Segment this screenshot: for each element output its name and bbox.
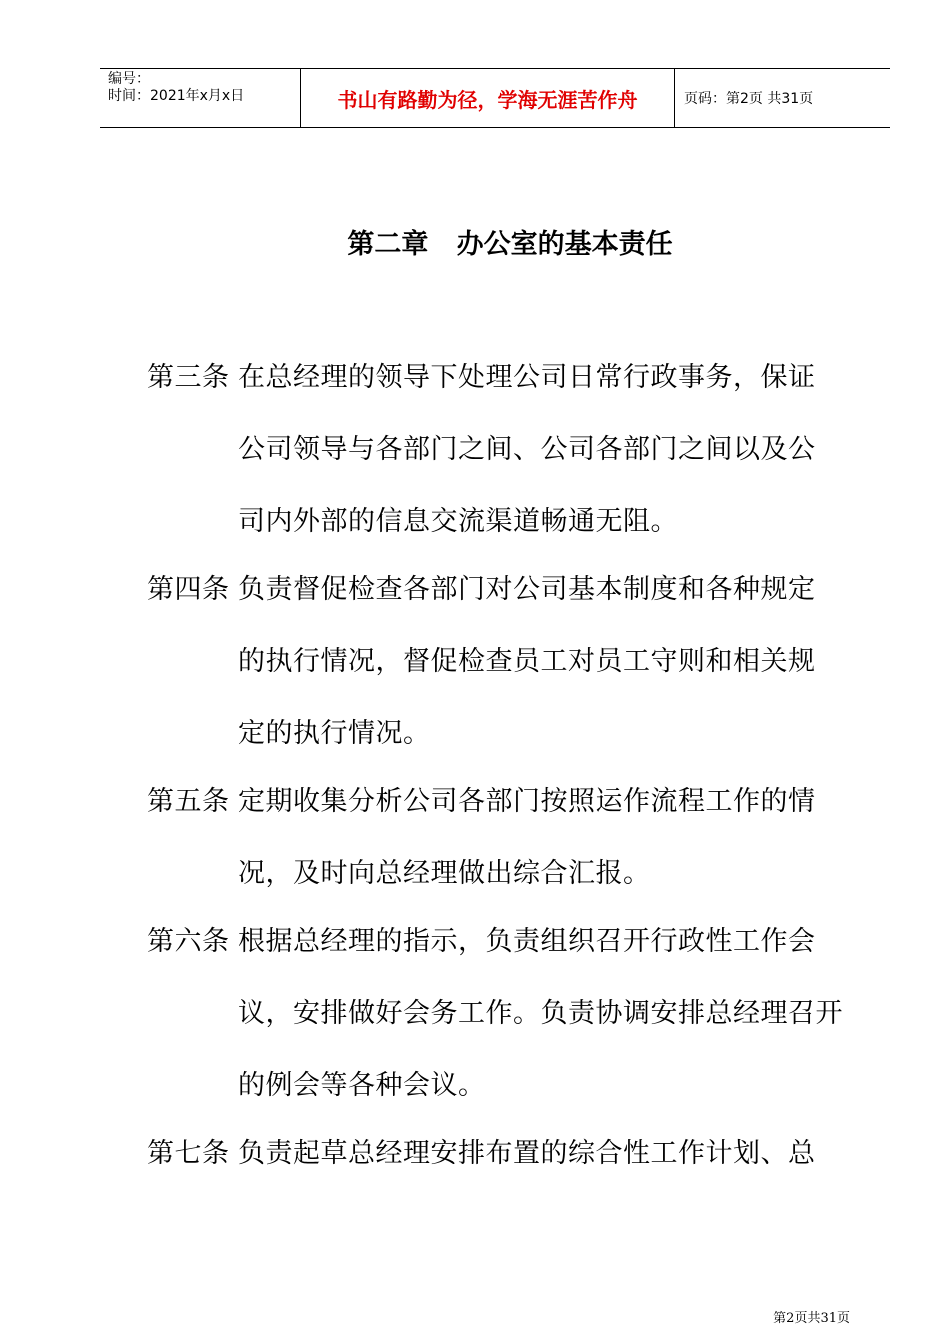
article-line: 根据总经理的指示，负责组织召开行政性工作会 bbox=[238, 926, 816, 957]
article-line: 负责起草总经理安排布置的综合性工作计划、总 bbox=[238, 1138, 816, 1169]
article-label: 第四条 bbox=[147, 574, 230, 605]
page-info: 页码：第2页 共31页 bbox=[684, 91, 814, 107]
header-meta-cell bbox=[100, 69, 301, 127]
article-line: 定期收集分析公司各部门按照运作流程工作的情 bbox=[238, 786, 816, 817]
article-label: 第六条 bbox=[147, 926, 230, 957]
article-line: 司内外部的信息交流渠道畅通无阻。 bbox=[238, 506, 678, 537]
article-line: 况，及时向总经理做出综合汇报。 bbox=[238, 858, 651, 889]
article-line: 的执行情况，督促检查员工对员工守则和相关规 bbox=[238, 646, 816, 677]
number-label: 编号： bbox=[108, 71, 150, 87]
article-line: 在总经理的领导下处理公司日常行政事务，保证 bbox=[238, 362, 816, 393]
motto-text: 书山有路勤为径，学海无涯苦作舟 bbox=[337, 88, 638, 112]
time-label: 时间：2021年x月x日 bbox=[108, 88, 245, 104]
header-motto-cell bbox=[301, 69, 675, 127]
document-header bbox=[100, 68, 890, 128]
article-label: 第三条 bbox=[147, 362, 230, 393]
header-page-cell bbox=[675, 69, 890, 127]
article-label: 第七条 bbox=[147, 1138, 230, 1169]
article-line: 公司领导与各部门之间、公司各部门之间以及公 bbox=[238, 434, 816, 465]
article-line: 定的执行情况。 bbox=[238, 718, 431, 749]
article-line: 议，安排做好会务工作。负责协调安排总经理召开 bbox=[238, 998, 843, 1029]
article-line: 负责督促检查各部门对公司基本制度和各种规定 bbox=[238, 574, 816, 605]
article-line: 的例会等各种会议。 bbox=[238, 1070, 486, 1101]
article-label: 第五条 bbox=[147, 786, 230, 817]
chapter-title: 第二章 办公室的基本责任 bbox=[347, 229, 673, 260]
page-footer: 第2页共31页 bbox=[773, 1311, 850, 1326]
